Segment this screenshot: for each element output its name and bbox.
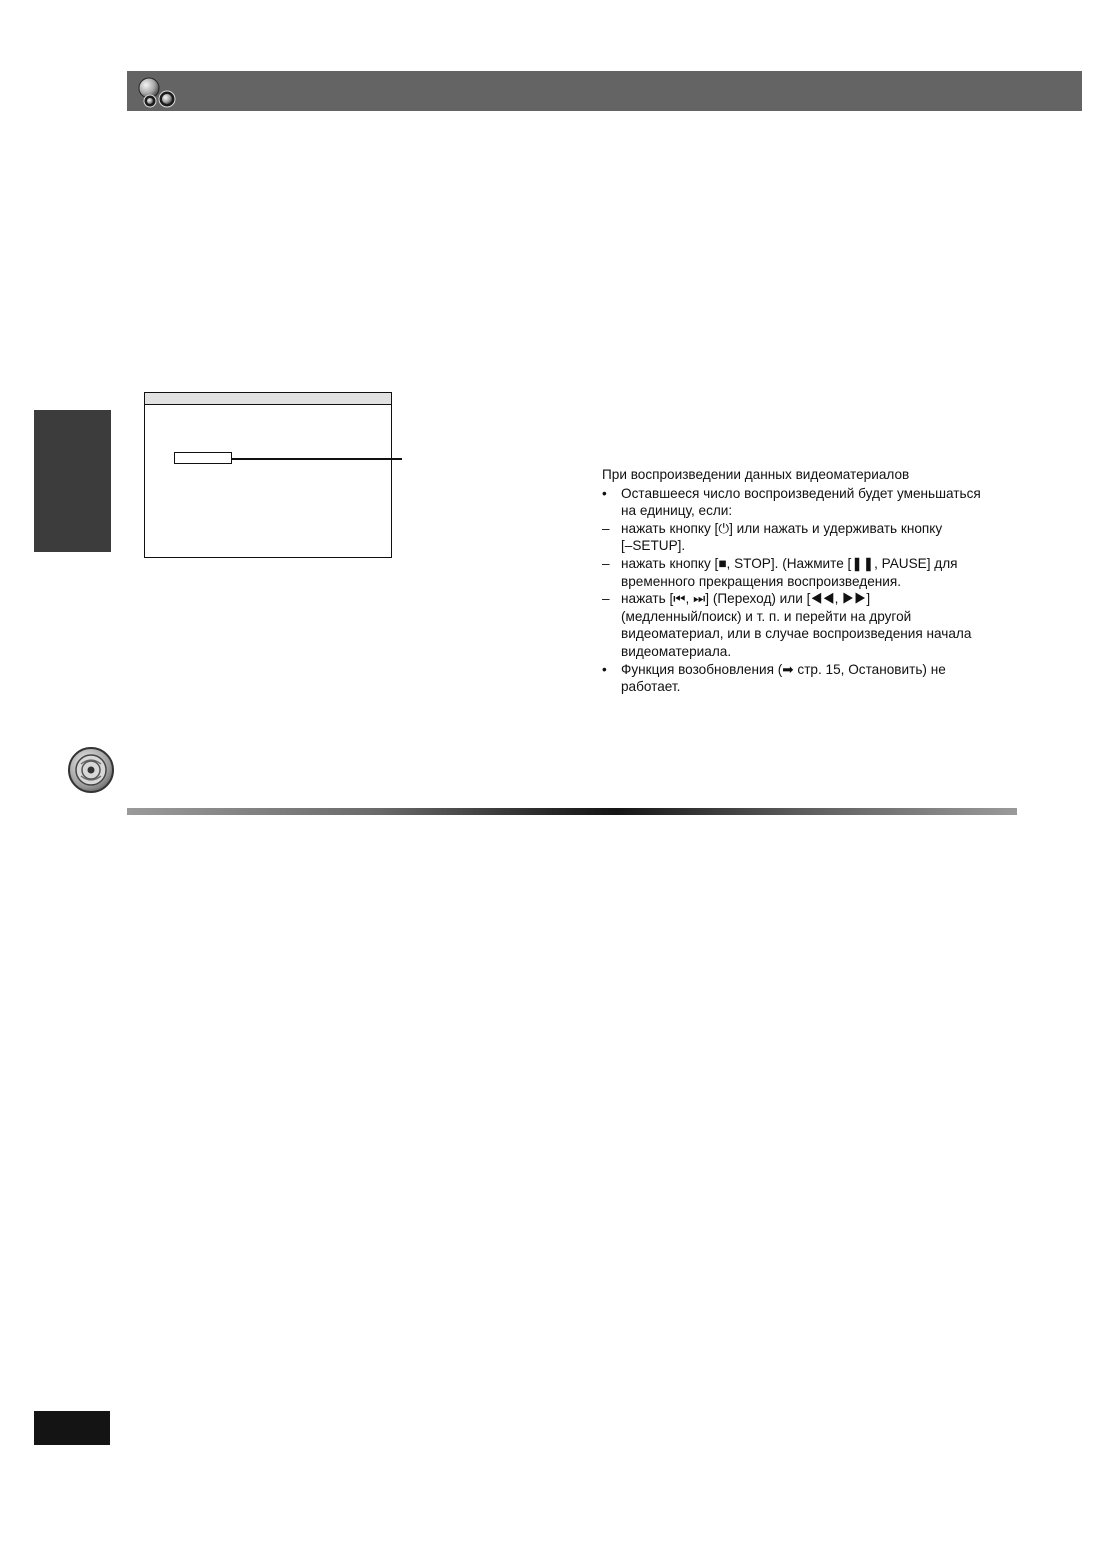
three-spheres-icon [135,76,179,108]
note-line: видеоматериала. [621,643,732,659]
dash-mark: – [602,591,610,607]
notes-heading: При воспроизведении данных видеоматериалов [602,467,910,482]
note-line: на единицу, если: [621,503,733,519]
note-line: [–SETUP]. [621,538,686,554]
screen-field-box [174,452,232,464]
note-line: работает. [621,679,681,695]
notes-block [602,466,1022,696]
dash-mark: – [602,520,610,536]
note-item [602,661,1022,696]
disc-icon [67,746,115,794]
note-line: нажать [⏮, ⏭] (Переход) или [◀◀, ▶▶] [621,591,871,607]
bullet-mark: • [602,661,607,677]
note-line: (медленный/поиск) и т. п. и перейти на другой [621,608,912,624]
note-line: временного прекращения воспроизведения. [621,573,901,589]
screen-illustration [144,392,392,558]
dash-mark: – [602,555,610,571]
note-line: нажать кнопку [⏻] или нажать и удерживать кнопку [621,520,943,536]
note-line: нажать кнопку [■, STOP]. (Нажмите [❚❚, PAUSE] для [621,555,958,571]
note-subitem [602,555,1022,590]
note-subitem [602,590,1022,660]
side-chapter-tab [34,410,111,552]
page-number-tab [34,1411,110,1445]
section-header-bar [127,71,1082,111]
note-subitem [602,520,1022,555]
note-line: Функция возобновления (➡ стр. 15, Остановить) не [621,661,946,677]
note-line: видеоматериал, или в случае воспроизведения начала [621,626,972,642]
note-item [602,485,1022,520]
note-line: Оставшееся число воспроизведений будет уменьшаться [621,485,981,501]
screen-title-bar [145,393,391,405]
section-divider [127,808,1017,815]
callout-line [232,458,402,460]
bullet-mark: • [602,485,607,501]
